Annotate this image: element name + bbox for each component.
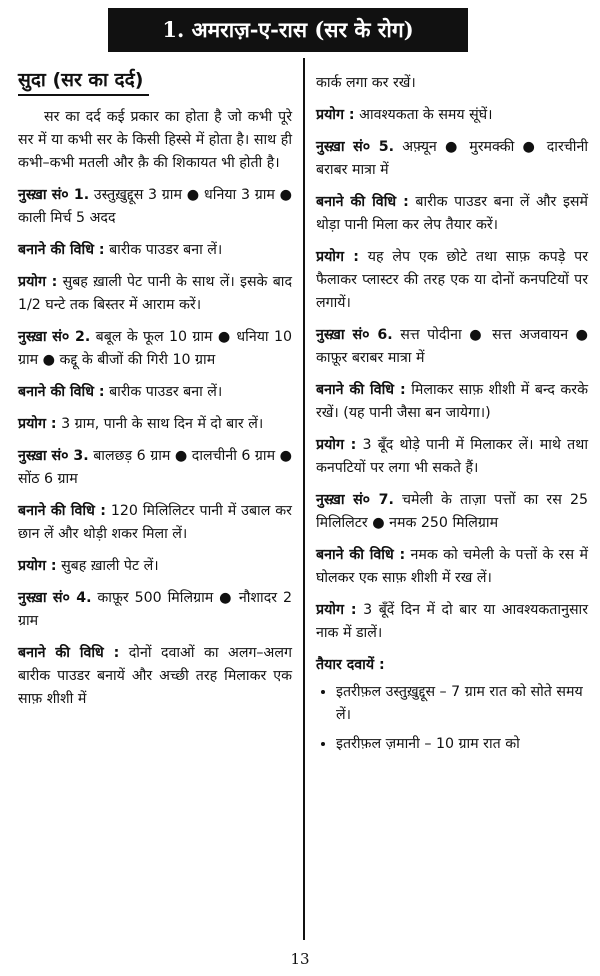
recipe-7-use — [316, 599, 588, 645]
method-text: नमक को चमेली के पत्तों के रस में घोलकर एक साफ़ शीशी में रख लें। — [316, 547, 588, 586]
use-label: प्रयोग : — [18, 416, 57, 432]
use-text: 3 बूँदें दिन में दो बार या आवश्यकतानुसार नाक में डालें। — [316, 602, 589, 641]
page-number: 13 — [290, 950, 310, 968]
recipe-ingredients: उस्तुख़ुद्दूस 3 ग्राम ● धनिया 3 ग्राम ● काली मिर्च 5 अदद — [18, 187, 293, 226]
left-column — [18, 60, 292, 720]
intro-paragraph: सर का दर्द कई प्रकार का होता है जो कभी पूरे सर में या कभी सर के किसी हिस्से में होता है। साथ ही कभी–कभी मतली और क़ै की शिकायत भी होती है। — [18, 109, 292, 171]
method-text: बारीक पाउडर बना लें। — [109, 384, 223, 400]
method-label: बनाने की विधि : — [18, 384, 105, 400]
continuation-text: कार्क लगा कर रखें। — [316, 75, 416, 91]
recipe-4-method — [18, 642, 292, 711]
recipe-7 — [316, 489, 588, 535]
list-item: • इतरीफ़ल ज़मानी – 10 ग्राम रात को — [336, 733, 588, 756]
use-text: 3 ग्राम, पानी के साथ दिन में दो बार लें। — [61, 416, 264, 432]
recipe-ingredients: चमेली के ताज़ा पत्तों का रस 25 मिलिलिटर ● नमक 250 मिलिग्राम — [316, 492, 589, 531]
column-divider — [303, 58, 305, 940]
method-label: बनाने की विधि : — [18, 645, 120, 661]
recipe-1-method — [18, 239, 292, 262]
use-text: यह लेप एक छोटे तथा साफ़ कपड़े पर फैलाकर प्लास्टर की तरह एक या दोनों कनपटियों पर लगायें। — [316, 249, 588, 311]
use-label: प्रयोग : — [316, 107, 355, 123]
use-text: 3 बूँद थोड़े पानी में मिलाकर लें। माथे तथा कनपटियों पर लगा भी सकते हैं। — [316, 437, 588, 476]
use-text: सुबह ख़ाली पेट लें। — [61, 558, 159, 574]
recipe-6 — [316, 324, 588, 370]
recipe-1-use — [18, 271, 292, 317]
recipe-label: नुस्ख़ा सं० 1. — [18, 187, 90, 203]
chapter-title: 1. अमराज़-ए-रास (सर के रोग) — [108, 8, 468, 52]
recipe-1 — [18, 184, 292, 230]
ready-medicines-label: तैयार दवायें : — [316, 657, 385, 673]
recipe-5 — [316, 136, 588, 182]
method-label: बनाने की विधि : — [316, 382, 406, 398]
use-label: प्रयोग : — [18, 558, 57, 574]
recipe-ingredients: काफ़ूर 500 मिलिग्राम ● नौशादर 2 ग्राम — [18, 590, 293, 629]
recipe-label: नुस्ख़ा सं० 2. — [18, 329, 91, 345]
use-text: सुबह ख़ाली पेट पानी के साथ लें। इसके बाद 1/2 घन्टे तक बिस्तर में आराम करें। — [18, 274, 293, 313]
recipe-2-method — [18, 381, 292, 404]
method-text: मिलाकर साफ़ शीशी में बन्द करके रखें। (यह पानी जैसा बन जायेगा।) — [316, 382, 588, 421]
recipe-7-method — [316, 544, 588, 590]
method-text: दोनों दवाओं का अलग–अलग बारीक पाउडर बनायें और अच्छी तरह मिलाकर एक साफ़ शीशी में — [18, 645, 292, 707]
recipe-label: नुस्ख़ा सं० 3. — [18, 448, 89, 464]
recipe-ingredients: बालछड़ 6 ग्राम ● दालचीनी 6 ग्राम ● सोंठ 6 ग्राम — [18, 448, 292, 487]
recipe-2-use — [18, 413, 292, 436]
recipe-6-method — [316, 379, 588, 425]
right-column — [316, 72, 588, 762]
recipe-3-use — [18, 555, 292, 578]
ready-medicines-list — [316, 681, 588, 756]
method-text: 120 मिलिलिटर पानी में उबाल कर छान लें और थोड़ी शकर मिला लें। — [18, 503, 292, 542]
recipe-ingredients: अफ़्यून ● मुरमक्की ● दारचीनी बराबर मात्रा में — [316, 139, 589, 178]
recipe-label: नुस्ख़ा सं० 7. — [316, 492, 394, 508]
use-label: प्रयोग : — [316, 249, 359, 265]
use-text: आवश्यकता के समय सूंघें। — [359, 107, 493, 123]
recipe-label: नुस्ख़ा सं० 5. — [316, 139, 395, 155]
recipe-2 — [18, 326, 292, 372]
recipe-label: नुस्ख़ा सं० 4. — [18, 590, 92, 606]
use-label: प्रयोग : — [316, 437, 357, 453]
recipe-ingredients: सत्त पोदीना ● सत्त अजवायन ● काफ़ूर बराबर मात्रा में — [316, 327, 589, 366]
use-label: प्रयोग : — [316, 602, 357, 618]
list-item: • इतरीफ़ल उस्तुख़ुद्दूस – 7 ग्राम रात को सोते समय लें। — [336, 681, 588, 727]
recipe-3 — [18, 445, 292, 491]
method-label: बनाने की विधि : — [316, 547, 406, 563]
section-title: सुदा (सर का दर्द) — [18, 66, 149, 96]
method-label: बनाने की विधि : — [18, 242, 105, 258]
recipe-4 — [18, 587, 292, 633]
recipe-3-method — [18, 500, 292, 546]
method-label: बनाने की विधि : — [316, 194, 409, 210]
recipe-6-use — [316, 434, 588, 480]
recipe-ingredients: बबूल के फूल 10 ग्राम ● धनिया 10 ग्राम ● कद्दू के बीजों की गिरी 10 ग्राम — [18, 329, 292, 368]
method-text: बारीक पाउडर बना लें और इसमें थोड़ा पानी मिला कर लेप तैयार करें। — [316, 194, 588, 233]
recipe-4-use — [316, 104, 588, 127]
method-text: बारीक पाउडर बना लें। — [109, 242, 223, 258]
recipe-5-use — [316, 246, 588, 315]
use-label: प्रयोग : — [18, 274, 58, 290]
recipe-5-method — [316, 191, 588, 237]
recipe-label: नुस्ख़ा सं० 6. — [316, 327, 393, 343]
method-label: बनाने की विधि : — [18, 503, 106, 519]
